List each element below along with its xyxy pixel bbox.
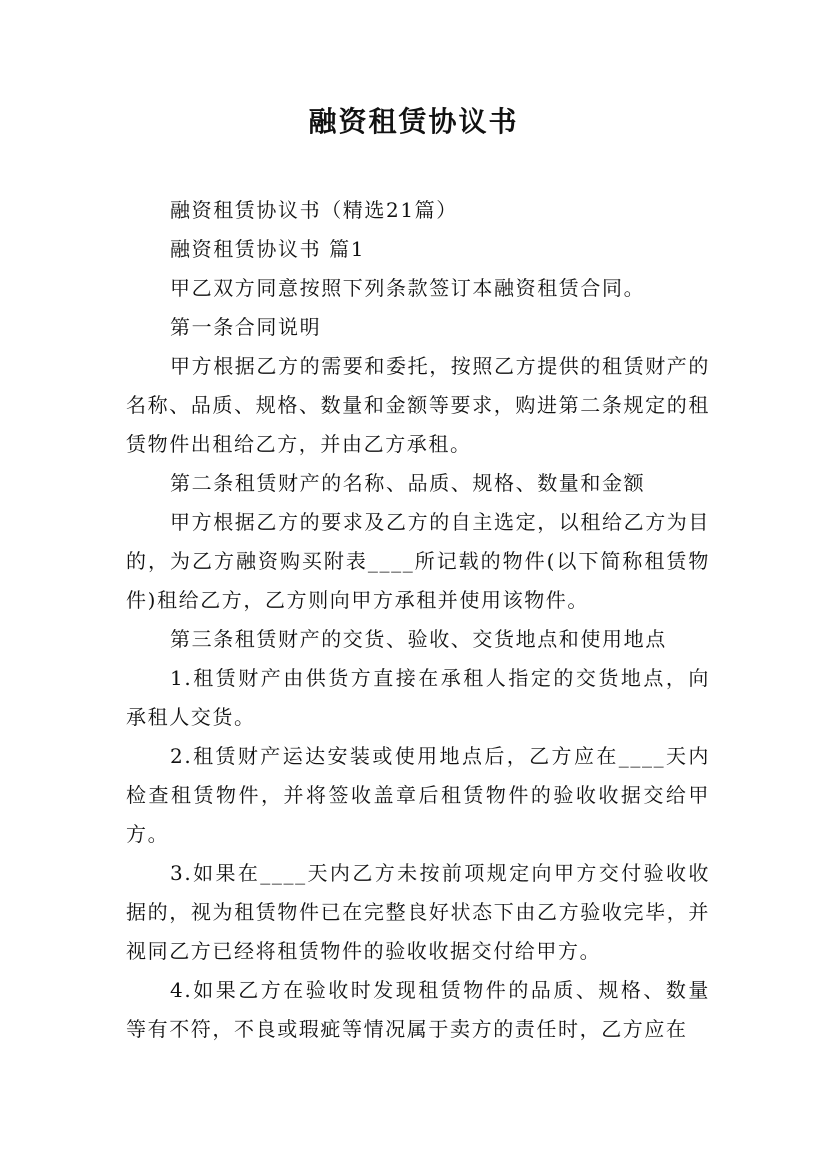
- article-3-item-1: 1.租赁财产由供货方直接在承租人指定的交货地点，向承租人交货。: [126, 666, 710, 729]
- article-3-item-4: 4.如果乙方在验收时发现租赁物件的品质、规格、数量等有不符，不良或瑕疵等情况属于卖方的责任时，乙方应在: [126, 978, 710, 1041]
- paragraph-intro: 甲乙双方同意按照下列条款签订本融资租赁合同。: [170, 276, 646, 300]
- article-3-heading: 第三条租赁财产的交货、验收、交货地点和使用地点: [170, 627, 667, 651]
- article-2-heading: 第二条租赁财产的名称、品质、规格、数量和金额: [170, 471, 646, 495]
- document-body: [126, 191, 710, 1049]
- article-3-item-2: 2.租赁财产运达安装或使用地点后，乙方应在____天内检查租赁物件，并将签收盖章后租赁物件的验收收据交给甲方。: [126, 744, 710, 846]
- document-title: 融资租赁协议书: [308, 105, 519, 138]
- article-1-heading: 第一条合同说明: [170, 315, 322, 339]
- paragraph-section-heading: 融资租赁协议书 篇1: [170, 237, 366, 261]
- paragraph-subtitle: 融资租赁协议书（精选21篇）: [170, 198, 458, 222]
- article-1-text: 甲方根据乙方的需要和委托，按照乙方提供的租赁财产的名称、品质、规格、数量和金额等要求，购进第二条规定的租赁物件出租给乙方，并由乙方承租。: [126, 354, 710, 456]
- article-2-text: 甲方根据乙方的要求及乙方的自主选定，以租给乙方为目的，为乙方融资购买附表____所记载的物件(以下简称租赁物件)租给乙方，乙方则向甲方承租并使用该物件。: [126, 510, 710, 612]
- article-3-item-3: 3.如果在____天内乙方未按前项规定向甲方交付验收收据的，视为租赁物件已在完整良好状态下由乙方验收完毕，并视同乙方已经将租赁物件的验收收据交付给甲方。: [126, 861, 710, 963]
